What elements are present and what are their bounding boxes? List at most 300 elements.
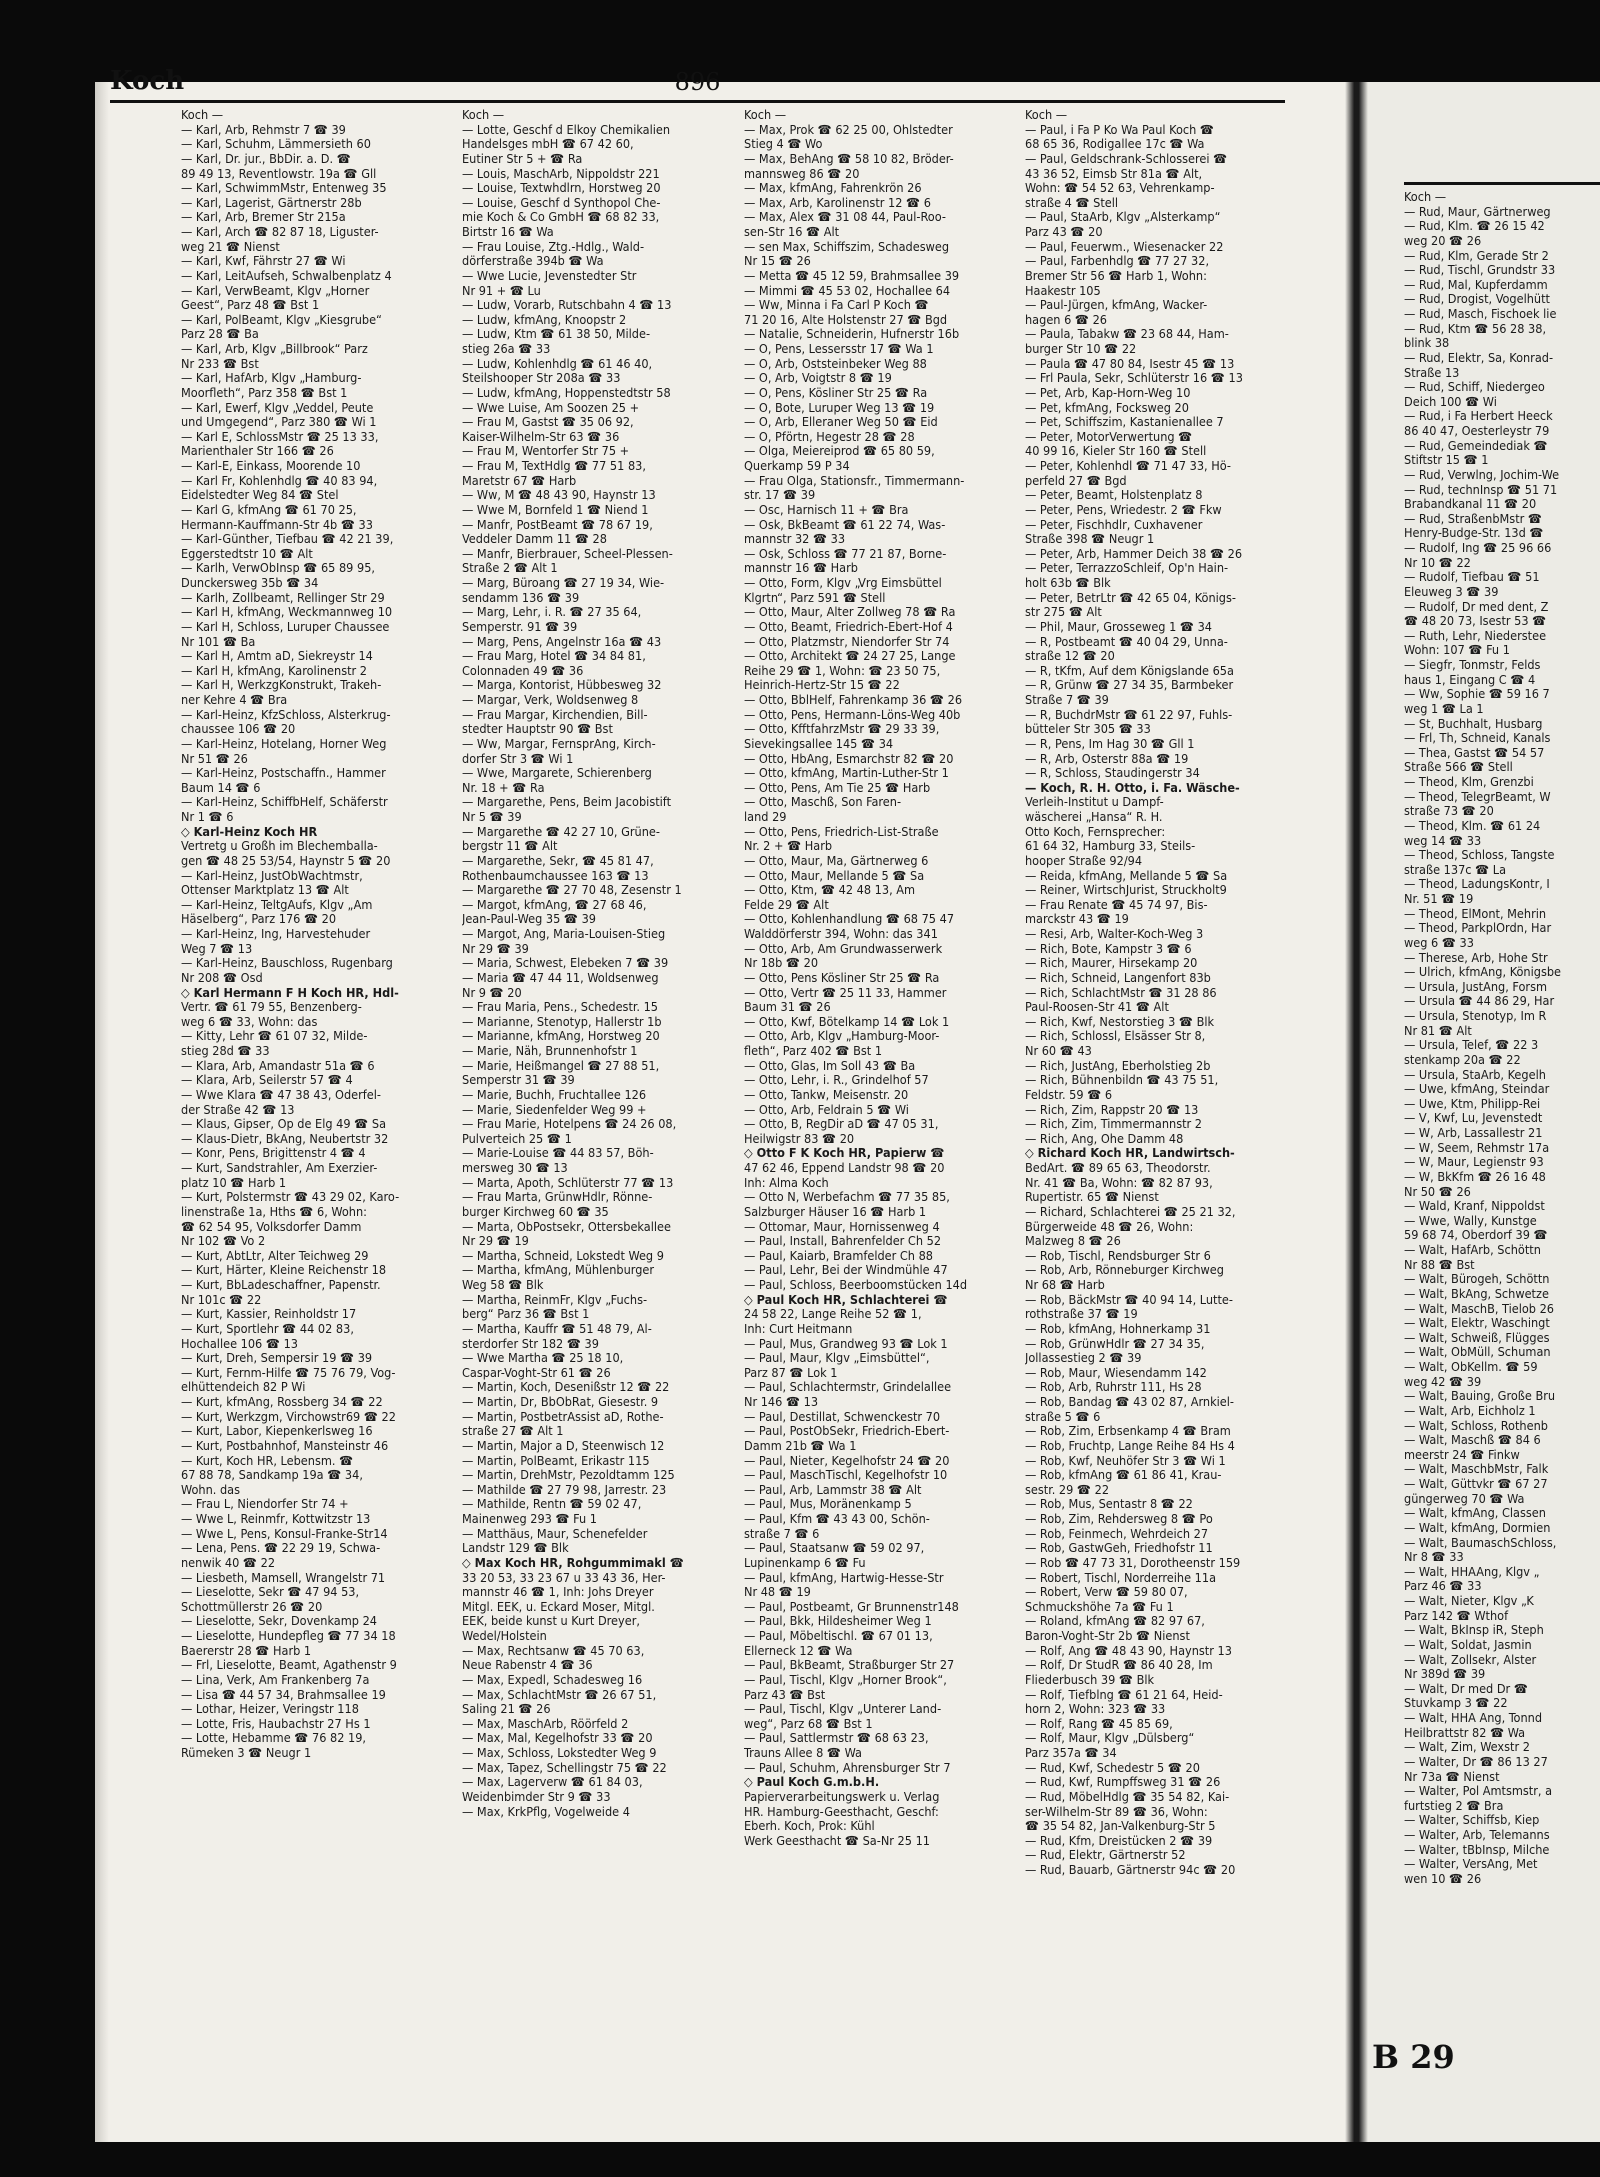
directory-entry-line: — Karlh, VerwObInsp ☎ 65 89 95,	[181, 561, 375, 576]
right-page-header-rule	[1404, 172, 1600, 185]
directory-entry-line: 40 99 16, Kieler Str 160 ☎ Stell	[1025, 444, 1207, 459]
directory-entry-line: — Rob, Fruchtp, Lange Reihe 84 Hs 4	[1025, 1438, 1235, 1453]
directory-entry-line: ◇ Otto F K Koch HR, Papierw ☎	[744, 1146, 945, 1161]
directory-entry-line: wäscherei „Hansa“ R. H.	[1025, 810, 1163, 824]
directory-entry-line: — Reiner, WirtschJurist, Struckholt9	[1025, 883, 1227, 898]
directory-entry-line: straße 4 ☎ Stell	[1025, 195, 1119, 210]
directory-entry-line: — Paul, Kaiarb, Bramfelder Ch 88	[744, 1248, 933, 1263]
directory-entry-line: burger Str 10 ☎ 22	[1025, 342, 1137, 356]
directory-entry-line: — Rud, StraßenbMstr ☎	[1404, 511, 1543, 526]
directory-entry-line: — Louise, Geschf d Synthopol Che-	[462, 195, 661, 210]
directory-entry-line: — Karl H, WerkzgKonstrukt, Trakeh-	[181, 678, 382, 693]
directory-entry-line: — Pet, kfmAng, Focksweg 20	[1025, 400, 1189, 415]
directory-entry-line: — Frau L, Niendorfer Str 74 +	[181, 1497, 349, 1512]
directory-entry-line: holt 63b ☎ Blk	[1025, 576, 1111, 590]
directory-entry-line: — Rud, Drogist, Vogelhütt	[1404, 292, 1550, 307]
directory-entry-line: Vertretg u Großh im Blechemballa-	[181, 839, 378, 854]
directory-entry-line: weg 6 ☎ 33, Wohn: das	[181, 1014, 318, 1029]
directory-entry-line: — Marg, Lehr, i. R. ☎ 27 35 64,	[462, 605, 642, 620]
directory-entry-line: — Olga, Meiereiprod ☎ 65 80 59,	[744, 444, 935, 459]
directory-entry-line: Rümeken 3 ☎ Neugr 1	[181, 1746, 312, 1760]
directory-entry-line: — Rud, Gemeindediak ☎	[1404, 438, 1548, 453]
directory-entry-line: — Walt, Schweiß, Flügges	[1404, 1330, 1550, 1345]
directory-entry-line: Schottmüllerstr 26 ☎ 20	[181, 1599, 323, 1614]
directory-entry-line: — Paul, Kfm ☎ 43 43 00, Schön-	[744, 1512, 930, 1526]
directory-entry-line: — Lena, Pens. ☎ 22 29 19, Schwa-	[181, 1541, 381, 1556]
directory-entry-line: mersweg 30 ☎ 13	[462, 1161, 568, 1175]
directory-entry-line: — Martin, DrehMstr, Pezoldtamm 125	[462, 1468, 675, 1483]
directory-entry-line: Papierverarbeitungswerk u. Verlag	[744, 1789, 940, 1804]
directory-entry-line: — Wwe Lucie, Jevenstedter Str	[462, 268, 637, 283]
directory-entry-line: Parz 43 ☎ 20	[1025, 225, 1103, 239]
directory-entry-line: Wohn: 107 ☎ Fu 1	[1404, 643, 1510, 658]
directory-entry-line: — Walt, Maschß ☎ 84 6	[1404, 1433, 1541, 1448]
directory-entry-line: Dunckersweg 35b ☎ 34	[181, 576, 319, 590]
directory-entry-line: Eleuweg 3 ☎ 39	[1404, 584, 1499, 599]
directory-entry-line: — Frau Maria, Pens., Schedestr. 15	[462, 1000, 659, 1015]
directory-entry-line: — Max, MaschArb, Röörfeld 2	[462, 1716, 629, 1731]
directory-entry-line: — Rich, Schlossl, Elsässer Str 8,	[1025, 1029, 1206, 1044]
directory-entry-line: — Paul, Tischl, Klgv „Horner Brook“,	[744, 1672, 947, 1687]
directory-entry-line: Semperstr. 91 ☎ 39	[462, 619, 578, 634]
directory-entry-line: str. 17 ☎ 39	[744, 488, 816, 503]
directory-entry-line: Straße 2 ☎ Alt 1	[462, 561, 558, 576]
directory-entry-line: — Kurt, Fernm-Hilfe ☎ 75 76 79, Vog-	[181, 1365, 396, 1380]
directory-entry-line: land 29	[744, 810, 787, 824]
directory-entry-line: Nr 18b ☎ 20	[744, 956, 819, 971]
directory-entry-line: — Rud, Mal, Kupferdamm	[1404, 277, 1548, 292]
directory-entry-line: — Marianne, kfmAng, Horstweg 20	[462, 1029, 660, 1044]
directory-entry-line: — Frau Louise, Ztg.-Hdlg., Wald-	[462, 239, 645, 254]
directory-entry-line: — Klaus, Gipser, Op de Elg 49 ☎ Sa	[181, 1117, 387, 1132]
directory-entry-line: — Marie-Louise ☎ 44 83 57, Böh-	[462, 1146, 654, 1161]
directory-entry-line: Nr 73a ☎ Nienst	[1404, 1769, 1500, 1784]
directory-entry-line: — Peter, Kohlenhdl ☎ 71 47 33, Hö-	[1025, 459, 1232, 473]
directory-entry-line: — Kitty, Lehr ☎ 61 07 32, Milde-	[181, 1029, 368, 1044]
directory-entry-line: — Karl, Ewerf, Klgv „Veddel, Peute	[181, 400, 374, 415]
page-badge: B 29	[1372, 2038, 1455, 2076]
directory-entry-line: — Thea, Gastst ☎ 54 57	[1404, 745, 1545, 760]
directory-entry-line: — Otto, Arb, Feldrain 5 ☎ Wi	[744, 1102, 909, 1117]
directory-entry-line: Koch —	[181, 108, 224, 122]
directory-entry-line: — Rob, kfmAng ☎ 61 86 41, Krau-	[1025, 1468, 1222, 1483]
directory-entry-line: — Kurt, kfmAng, Rossberg 34 ☎ 22	[181, 1395, 383, 1409]
directory-entry-line: Wohn. das	[181, 1482, 240, 1497]
right-page-column	[1404, 190, 1600, 1887]
directory-entry-line: — Martha, Kauffr ☎ 51 48 79, Al-	[462, 1321, 652, 1336]
directory-entry-line: — Walt, Elektr, Waschingt	[1404, 1316, 1550, 1331]
directory-entry-line: bütteler Str 305 ☎ 33	[1025, 722, 1151, 737]
directory-entry-line: straße 27 ☎ Alt 1	[462, 1424, 564, 1439]
directory-entry-line: Koch —	[1025, 108, 1068, 122]
directory-entry-line: — Rudolf, Dr med dent, Z	[1404, 599, 1549, 614]
directory-entry-line: — Peter, TerrazzoSchleif, Op'n Hain-	[1025, 561, 1229, 576]
directory-entry-line: Parz 43 ☎ Bst	[744, 1687, 826, 1702]
directory-entry-line: — Karl-Heinz, Hotelang, Horner Weg	[181, 736, 387, 751]
directory-entry-line: — Walter, Schiffsb, Kiep	[1404, 1813, 1540, 1828]
directory-entry-line: straße 5 ☎ 6	[1025, 1409, 1101, 1424]
directory-entry-line: — Rob, Bandag ☎ 43 02 87, Arnkiel-	[1025, 1395, 1235, 1409]
directory-entry-line: — Robert, Tischl, Norderreihe 11a	[1025, 1570, 1217, 1585]
directory-entry-line: straße 137c ☎ La	[1404, 862, 1507, 877]
directory-entry-line: — Otto, Maur, Mellande 5 ☎ Sa	[744, 868, 925, 883]
directory-entry-line: — Walt, MaschbMstr, Falk	[1404, 1462, 1549, 1477]
directory-entry-line: — Phil, Maur, Grosseweg 1 ☎ 34	[1025, 619, 1213, 634]
directory-entry-line: — Rich, Bote, Kampstr 3 ☎ 6	[1025, 941, 1192, 956]
directory-entry-line: — Paul, Lehr, Bei der Windmühle 47	[744, 1263, 948, 1278]
directory-entry-line: Reihe 29 ☎ 1, Wohn: ☎ 23 50 75,	[744, 663, 941, 678]
directory-entry-line: — Otto, Pens, Am Tie 25 ☎ Harb	[744, 780, 931, 795]
directory-entry-line: ☎ 62 54 95, Volksdorfer Damm	[181, 1219, 362, 1234]
directory-entry-line: Wohn: ☎ 54 52 63, Vehrenkamp-	[1025, 181, 1215, 196]
directory-entry-line: — Rudolf, Tiefbau ☎ 51	[1404, 570, 1540, 585]
directory-entry-line: Heilwigstr 83 ☎ 20	[744, 1131, 855, 1146]
directory-entry-line: Nr 48 ☎ 19	[744, 1585, 811, 1600]
directory-entry-line: straße 7 ☎ 6	[744, 1526, 820, 1541]
directory-entry-line: und Umgegend“, Parz 380 ☎ Wi 1	[181, 415, 377, 430]
directory-entry-line: sterdorfer Str 182 ☎ 39	[462, 1336, 599, 1351]
directory-entry-line: — Max, SchlachtMstr ☎ 26 67 51,	[462, 1687, 657, 1702]
directory-entry-line: Haakestr 105	[1025, 283, 1101, 298]
directory-entry-line: — Margarethe ☎ 42 27 10, Grüne-	[462, 824, 660, 839]
directory-entry-line: straße 12 ☎ 20	[1025, 649, 1115, 664]
directory-entry-line: — Rudolf, Ing ☎ 25 96 66	[1404, 541, 1552, 555]
directory-entry-line: — Rich, Zim, Rappstr 20 ☎ 13	[1025, 1102, 1199, 1117]
directory-entry-line: — Karl Fr, Kohlenhdlg ☎ 40 83 94,	[181, 473, 378, 488]
directory-entry-line: weg 20 ☎ 26	[1404, 233, 1482, 248]
directory-entry-line: — Maria ☎ 47 44 11, Woldsenweg	[462, 970, 659, 985]
directory-entry-line: hooper Straße 92/94	[1025, 853, 1143, 868]
directory-entry-line: — Otto, HbAng, Esmarchstr 82 ☎ 20	[744, 751, 954, 766]
directory-entry-line: — Karl-Heinz, Ing, Harvestehuder	[181, 927, 371, 941]
directory-entry-line: Nr 15 ☎ 26	[744, 254, 811, 269]
directory-entry-line: — Paul, Staatsanw ☎ 59 02 97,	[744, 1541, 925, 1556]
directory-entry-line: — Karl, Arb, Bremer Str 215a	[181, 210, 346, 225]
directory-entry-line: Straße 398 ☎ Neugr 1	[1025, 532, 1155, 547]
directory-entry-line: — Margot, kfmAng, ☎ 27 68 46,	[462, 897, 647, 912]
page-header	[110, 58, 1285, 103]
directory-entry-line: — Martin, Koch, Desenißstr 12 ☎ 22	[462, 1380, 670, 1395]
directory-entry-line: — Kurt, Sandstrahler, Am Exerzier-	[181, 1161, 378, 1175]
directory-entry-line: — Marta, Apoth, Schlüterstr 77 ☎ 13	[462, 1175, 674, 1190]
directory-entry-line: — Paul, Tischl, Klgv „Unterer Land-	[744, 1702, 942, 1717]
directory-entry-line: ☎ 48 20 73, Isestr 53 ☎	[1404, 614, 1547, 629]
directory-entry-line: Nr 91 + ☎ Lu	[462, 283, 541, 298]
directory-entry-line: Birtstr 16 ☎ Wa	[462, 225, 554, 239]
directory-entry-line: 24 58 22, Lange Reihe 52 ☎ 1,	[744, 1307, 922, 1322]
directory-entry-line: — Osc, Harnisch 11 + ☎ Bra	[744, 502, 909, 517]
directory-entry-line: — Walt, ObKellm. ☎ 59	[1404, 1360, 1538, 1374]
directory-entry-line: — Martin, Major a D, Steenwisch 12	[462, 1438, 665, 1453]
directory-entry-line: — Paul, PostObSekr, Friedrich-Ebert-	[744, 1424, 950, 1439]
directory-entry-line: — Karl E, SchlossMstr ☎ 25 13 33,	[181, 429, 379, 444]
directory-entry-line: — Louis, MaschArb, Nippoldstr 221	[462, 166, 660, 181]
directory-entry-line: — Theod, TelegrBeamt, W	[1404, 789, 1551, 804]
directory-entry-line: — R, tKfm, Auf dem Königslande 65a	[1025, 663, 1234, 678]
directory-entry-line: — Max, Prok ☎ 62 25 00, Ohlstedter	[744, 122, 953, 137]
directory-entry-line: — Metta ☎ 45 12 59, Brahmsallee 39	[744, 268, 960, 283]
directory-entry-line: Nr 81 ☎ Alt	[1404, 1023, 1472, 1038]
directory-entry-line: — O, Pförtn, Hegestr 28 ☎ 28	[744, 429, 915, 444]
directory-entry-line: — Rud, Elektr, Gärtnerstr 52	[1025, 1848, 1186, 1863]
directory-entry-line: — Pet, Arb, Kap-Horn-Weg 10	[1025, 385, 1191, 400]
directory-entry-line: Rupertistr. 65 ☎ Nienst	[1025, 1190, 1159, 1205]
directory-entry-line: — Paul, Maur, Klgv „Eimsbüttel“,	[744, 1351, 930, 1366]
directory-entry-line: — O, Pens, Kösliner Str 25 ☎ Ra	[744, 385, 928, 400]
directory-entry-line: dorfer Str 3 ☎ Wi 1	[462, 751, 574, 766]
directory-entry-line: — Ludw, Ktm ☎ 61 38 50, Milde-	[462, 327, 651, 342]
directory-entry-line: Nr 101c ☎ 22	[181, 1292, 262, 1307]
running-head: Koch	[110, 66, 185, 96]
directory-entry-line: Nr 208 ☎ Osd	[181, 970, 263, 985]
directory-entry-line: — Walter, Arb, Telemanns	[1404, 1828, 1550, 1842]
directory-entry-line: — Lieselotte, Sekr ☎ 47 94 53,	[181, 1585, 360, 1600]
directory-entry-line: — Wald, Kranf, Nippoldst	[1404, 1199, 1545, 1214]
directory-entry-line: mie Koch & Co GmbH ☎ 68 82 33,	[462, 210, 660, 225]
directory-entry-line: — Rob, BäckMstr ☎ 40 94 14, Lutte-	[1025, 1292, 1233, 1307]
directory-entry-line: — Rich, SchlachtMstr ☎ 31 28 86	[1025, 985, 1217, 1000]
directory-entry-line: — Theod, Schloss, Tangste	[1404, 848, 1555, 863]
directory-entry-line: Schmuckshöhe 7a ☎ Fu 1	[1025, 1599, 1174, 1614]
directory-entry-line: — Marie, Heißmangel ☎ 27 88 51,	[462, 1058, 660, 1073]
directory-entry-line: — Otto, Pens Kösliner Str 25 ☎ Ra	[744, 970, 940, 985]
directory-entry-line: — Karl-Heinz, Postschaffn., Hammer	[181, 766, 386, 781]
directory-entry-line: Querkamp 59 P 34	[744, 459, 850, 473]
directory-entry-line: — Manfr, PostBeamt ☎ 78 67 19,	[462, 517, 653, 532]
directory-entry-line: dörferstraße 394b ☎ Wa	[462, 254, 604, 269]
directory-entry-line: Baum 14 ☎ 6	[181, 780, 261, 795]
directory-entry-line: ◇ Max Koch HR, Rohgummimakl ☎	[462, 1555, 684, 1570]
directory-entry-line: — sen Max, Schiffszim, Schadesweg	[744, 239, 950, 254]
directory-entry-line: — Rob, Mus, Sentastr 8 ☎ 22	[1025, 1497, 1193, 1512]
directory-entry-line: — Otto, B, RegDir aD ☎ 47 05 31,	[744, 1117, 939, 1132]
directory-entry-line: — Frau M, Gastst ☎ 35 06 92,	[462, 415, 634, 430]
directory-entry-line: — Ludw, Vorarb, Rutschbahn 4 ☎ 13	[462, 298, 672, 313]
directory-entry-line: — Wwe L, Reinmfr, Kottwitzstr 13	[181, 1512, 371, 1526]
directory-entry-line: — Ludw, kfmAng, Hoppenstedtstr 58	[462, 385, 671, 400]
directory-entry-line: marckstr 43 ☎ 19	[1025, 912, 1129, 927]
directory-entry-line: — Ottomar, Maur, Hornissenweg 4	[744, 1219, 940, 1234]
directory-entry-line: — Karl H, kfmAng, Karolinenstr 2	[181, 663, 367, 678]
directory-entry-line: ◇ Paul Koch HR, Schlachterei ☎	[744, 1292, 948, 1307]
directory-entry-line: — V, Kwf, Lu, Jevenstedt	[1404, 1111, 1543, 1126]
directory-entry-line: — Kurt, AbtLtr, Alter Teichweg 29	[181, 1248, 369, 1263]
directory-entry-line: — Paula ☎ 47 80 84, Isestr 45 ☎ 13	[1025, 356, 1235, 371]
directory-entry-line: — Rolf, Rang ☎ 45 85 69,	[1025, 1716, 1173, 1731]
directory-entry-line: — Marianne, Stenotyp, Hallerstr 1b	[462, 1014, 662, 1029]
directory-entry-line: — Karl, LeitAufseh, Schwalbenplatz 4	[181, 268, 392, 283]
directory-entry-line: — Peter, BetrLtr ☎ 42 65 04, Königs-	[1025, 590, 1236, 605]
directory-entry-line: Otto Koch, Fernsprecher:	[1025, 824, 1166, 839]
directory-entry-line: Nr 29 ☎ 39	[462, 941, 529, 956]
directory-entry-line: — O, Bote, Luruper Weg 13 ☎ 19	[744, 400, 935, 415]
directory-entry-line: — Maria, Schwest, Elebeken 7 ☎ 39	[462, 956, 669, 971]
directory-entry-line: — Max, Schloss, Lokstedter Weg 9	[462, 1746, 657, 1760]
directory-entry-line: — Walt, kfmAng, Classen	[1404, 1506, 1546, 1521]
directory-entry-line: meerstr 24 ☎ Finkw	[1404, 1447, 1520, 1462]
directory-entry-line: — Walt, Nieter, Klgv „K	[1404, 1594, 1534, 1608]
directory-entry-line: — Paul, Bkk, Hildesheimer Weg 1	[744, 1614, 932, 1629]
directory-entry-line: 86 40 47, Oesterleystr 79	[1404, 424, 1550, 438]
directory-entry-line: ☎ 35 54 82, Jan-Valkenburg-Str 5	[1025, 1819, 1216, 1834]
directory-entry-line: — Ww, Minna i Fa Carl P Koch ☎	[744, 298, 929, 313]
directory-entry-line: str 275 ☎ Alt	[1025, 605, 1102, 620]
directory-entry-line: Bremer Str 56 ☎ Harb 1, Wohn:	[1025, 268, 1207, 283]
directory-entry-line: Moorfleth“, Parz 358 ☎ Bst 1	[181, 385, 348, 400]
directory-entry-line: Semperstr 31 ☎ 39	[462, 1073, 575, 1088]
directory-entry-line: 59 68 74, Oberdorf 39 ☎	[1404, 1228, 1548, 1243]
directory-entry-line: — Otto, Pens, Friedrich-List-Straße	[744, 824, 939, 839]
directory-entry-line: Straße 7 ☎ 39	[1025, 693, 1109, 707]
directory-entry-line: Nr. 18 + ☎ Ra	[462, 780, 545, 795]
directory-entry-line: — Walt, ObMüll, Schuman	[1404, 1345, 1551, 1360]
directory-entry-line: — Lieselotte, Sekr, Dovenkamp 24	[181, 1614, 377, 1629]
directory-entry-line: — Wwe M, Bornfeld 1 ☎ Niend 1	[462, 502, 649, 517]
directory-entry-line: — Frau Marie, Hotelpens ☎ 24 26 08,	[462, 1117, 677, 1132]
directory-entry-line: — Kurt, Polstermstr ☎ 43 29 02, Karo-	[181, 1190, 400, 1205]
directory-entry-line: Eutiner Str 5 + ☎ Ra	[462, 151, 583, 166]
directory-entry-line: Saling 21 ☎ 26	[462, 1702, 551, 1717]
directory-entry-line: mannstr 46 ☎ 1, Inh: Johs Dreyer	[462, 1585, 654, 1600]
directory-entry-line: Nr 50 ☎ 26	[1404, 1184, 1471, 1199]
directory-entry-line: — Karl-Heinz, TeltgAufs, Klgv „Am	[181, 897, 373, 912]
directory-entry-line: EEK, beide kunst u Kurt Dreyer,	[462, 1614, 640, 1629]
directory-entry-line: — Osk, BkBeamt ☎ 61 22 74, Was-	[744, 517, 946, 532]
directory-entry-line: — Roland, kfmAng ☎ 82 97 67,	[1025, 1614, 1205, 1629]
directory-entry-line: ◇ Karl-Heinz Koch HR	[181, 824, 318, 839]
directory-entry-line: — Otto, Arb, Klgv „Hamburg-Moor-	[744, 1029, 940, 1044]
directory-entry-line: — Liesbeth, Mamsell, Wrangelstr 71	[181, 1570, 386, 1585]
directory-entry-line: — Karl G, kfmAng ☎ 61 70 25,	[181, 502, 357, 517]
directory-entry-line: Weidenbimder Str 9 ☎ 33	[462, 1789, 611, 1804]
directory-entry-line: — Walt, BkAng, Schwetze	[1404, 1286, 1549, 1301]
directory-entry-line: — Martin, PostbetrAssist aD, Rothe-	[462, 1409, 664, 1424]
directory-entry-line: — Margarethe, Sekr, ☎ 45 81 47,	[462, 853, 654, 868]
directory-entry-line: — Ww, M ☎ 48 43 90, Haynstr 13	[462, 488, 656, 503]
directory-entry-line: — Richard, Schlachterei ☎ 25 21 32,	[1025, 1204, 1236, 1219]
directory-entry-line: — Rud, Bauarb, Gärtnerstr 94c ☎ 20	[1025, 1863, 1236, 1877]
directory-entry-line: — Rob, Maur, Wiesendamm 142	[1025, 1365, 1207, 1380]
directory-entry-line: Nr 389d ☎ 39	[1404, 1667, 1486, 1682]
directory-entry-line: — Rob, kfmAng, Hohnerkamp 31	[1025, 1321, 1211, 1336]
directory-entry-line: — Wwe, Margarete, Schierenberg	[462, 766, 652, 781]
directory-entry-line: — R, Schloss, Staudingerstr 34	[1025, 766, 1200, 781]
directory-entry-line: — Rich, Ang, Ohe Damm 48	[1025, 1131, 1184, 1146]
directory-entry-line: straße 73 ☎ 20	[1404, 804, 1494, 819]
directory-entry-line: — Kurt, Labor, Kiepenkerlsweg 16	[181, 1424, 373, 1439]
directory-entry-line: — Rolf, Ang ☎ 48 43 90, Haynstr 13	[1025, 1643, 1232, 1658]
directory-entry-line: 43 36 52, Eimsb Str 81a ☎ Alt,	[1025, 166, 1203, 181]
page-edge-shadow	[95, 82, 109, 2142]
directory-entry-line: — Rich, Schneid, Langenfort 83b	[1025, 970, 1211, 985]
directory-entry-line: — Otto, Ktm, ☎ 42 48 13, Am	[744, 883, 916, 898]
directory-entry-line: — Peter, Fischhdlr, Cuxhavener	[1025, 517, 1203, 532]
directory-entry-line: HR. Hamburg-Geesthacht, Geschf:	[744, 1804, 939, 1819]
directory-entry-line: — Otto, Architekt ☎ 24 27 25, Lange	[744, 649, 956, 664]
directory-entry-line: — Martin, PolBeamt, Erikastr 115	[462, 1453, 650, 1468]
directory-entry-line: — Otto, kfmAng, Martin-Luther-Str 1	[744, 766, 949, 781]
directory-entry-line: — Marie, Siedenfelder Weg 99 +	[462, 1102, 647, 1117]
directory-entry-line: — Otto, Maschß, Son Faren-	[744, 795, 902, 810]
directory-entry-line: — Paul-Jürgen, kfmAng, Wacker-	[1025, 298, 1208, 313]
directory-entry-line: — Max, Alex ☎ 31 08 44, Paul-Roo-	[744, 210, 946, 225]
directory-entry-line: — Rud, Kwf, Rumpffsweg 31 ☎ 26	[1025, 1775, 1221, 1790]
directory-entry-line: Baron-Voght-Str 2b ☎ Nienst	[1025, 1629, 1190, 1643]
directory-entry-line: — Paul, Feuerwm., Wiesenacker 22	[1025, 239, 1224, 254]
directory-entry-line: — Karl, Arb, Rehmstr 7 ☎ 39	[181, 122, 346, 137]
directory-entry-line: güngerweg 70 ☎ Wa	[1404, 1491, 1525, 1506]
directory-entry-line: Wedel/Holstein	[462, 1629, 547, 1643]
directory-entry-line: — Karl, Schuhm, Lämmersieth 60	[181, 137, 371, 152]
directory-entry-line: — Karl, Lagerist, Gärtnerstr 28b	[181, 195, 362, 210]
directory-entry-line: ◇ Paul Koch G.m.b.H.	[744, 1775, 880, 1790]
directory-entry-line: — Walt, Bürogeh, Schöttn	[1404, 1272, 1550, 1287]
directory-entry-line: Mitgl. EEK, u. Eckard Moser, Mitgl.	[462, 1599, 655, 1614]
directory-entry-line: — Otto, Tankw, Meisenstr. 20	[744, 1087, 909, 1102]
directory-entry-line: — Otto, Kwf, Bötelkamp 14 ☎ Lok 1	[744, 1014, 950, 1029]
directory-entry-line: — Theod, Klm, Grenzbi	[1404, 775, 1534, 789]
directory-entry-line: — W, Seem, Rehmstr 17a	[1404, 1140, 1550, 1155]
page-number: 896	[674, 68, 721, 96]
directory-entry-line: — Rob, Tischl, Rendsburger Str 6	[1025, 1248, 1211, 1263]
directory-entry-line: — Max, kfmAng, Fahrenkrön 26	[744, 181, 922, 196]
directory-entry-line: — Frl, Lieselotte, Beamt, Agathenstr 9	[181, 1658, 397, 1673]
directory-entry-line: — R, Arb, Osterstr 88a ☎ 19	[1025, 751, 1189, 766]
directory-entry-line: Henry-Budge-Str. 13d ☎	[1404, 526, 1544, 541]
directory-entry-line: — Rolf, Dr StudR ☎ 86 40 28, Im	[1025, 1658, 1213, 1673]
directory-entry-line: — Paul, kfmAng, Hartwig-Hesse-Str	[744, 1570, 944, 1585]
directory-entry-line: 33 20 53, 33 23 67 u 33 43 36, Her-	[462, 1570, 666, 1585]
directory-entry-line: — Osk, Schloss ☎ 77 21 87, Borne-	[744, 546, 947, 561]
directory-entry-line: — Lotte, Hebamme ☎ 76 82 19,	[181, 1731, 367, 1746]
directory-entry-line: — Wwe, Wally, Kunstge	[1404, 1213, 1537, 1228]
directory-entry-line: — Rud, Masch, Fischoek lie	[1404, 307, 1557, 321]
directory-entry-line: — O, Arb, Elleraner Weg 50 ☎ Eid	[744, 415, 938, 430]
directory-entry-line: 67 88 78, Sandkamp 19a ☎ 34,	[181, 1468, 363, 1483]
directory-entry-line: — Ww, Margar, FernsprAng, Kirch-	[462, 736, 656, 751]
directory-entry-line: — Otto, Pens, Hermann-Löns-Weg 40b	[744, 707, 961, 722]
directory-entry-line: — Frau M, Wentorfer Str 75 +	[462, 444, 630, 459]
directory-entry-line: — Rich, Kwf, Nestorstieg 3 ☎ Blk	[1025, 1014, 1215, 1029]
directory-entry-line: Nr. 51 ☎ 19	[1404, 892, 1474, 906]
directory-entry-line: — Walt, Arb, Eichholz 1	[1404, 1403, 1536, 1418]
directory-entry-line: — Walter, Pol Amtsmstr, a	[1404, 1784, 1553, 1799]
directory-entry-line: — Wwe Martha ☎ 25 18 10,	[462, 1351, 624, 1366]
directory-entry-line: — Peter, Pens, Wriedestr. 2 ☎ Fkw	[1025, 502, 1222, 517]
directory-entry-line: Klgrtn“, Parz 591 ☎ Stell	[744, 590, 886, 605]
directory-entry-line: — Otto, Beamt, Friedrich-Ebert-Hof 4	[744, 619, 953, 634]
directory-entry-line: — R, Grünw ☎ 27 34 35, Barmbeker	[1025, 678, 1234, 693]
directory-entry-line: — Ursula, JustAng, Forsm	[1404, 979, 1548, 994]
directory-column-1	[181, 108, 449, 1988]
directory-entry-line: — Ulrich, kfmAng, Königsbe	[1404, 965, 1562, 980]
directory-entry-line: — Frau Margar, Kirchendien, Bill-	[462, 707, 648, 722]
directory-entry-line: Nr 10 ☎ 22	[1404, 555, 1471, 570]
directory-entry-line: — Martha, ReinmFr, Klgv „Fuchs-	[462, 1292, 648, 1307]
directory-entry-line: Parz 46 ☎ 33	[1404, 1579, 1482, 1594]
directory-entry-line: stedter Hauptstr 90 ☎ Bst	[462, 722, 613, 737]
directory-entry-line: — Max, Expedl, Schadesweg 16	[462, 1672, 643, 1687]
directory-entry-line: — Rud, Ktm ☎ 56 28 38,	[1404, 321, 1547, 336]
directory-entry-line: elhüttendeich 82 P Wi	[181, 1380, 306, 1395]
directory-entry-line: — Karl H, Schloss, Luruper Chaussee	[181, 619, 390, 634]
directory-entry-line: — Karl-Heinz, SchiffbHelf, Schäferstr	[181, 795, 388, 810]
directory-entry-line: Trauns Allee 8 ☎ Wa	[744, 1746, 862, 1760]
directory-entry-line: Vertr. ☎ 61 79 55, Benzenberg-	[181, 1000, 362, 1015]
directory-entry-line: — Walt, BaumaschSchloss,	[1404, 1535, 1557, 1550]
directory-entry-line: — W, Arb, Lassallestr 21	[1404, 1126, 1543, 1140]
directory-entry-line: — Walt, Dr med Dr ☎	[1404, 1681, 1528, 1696]
